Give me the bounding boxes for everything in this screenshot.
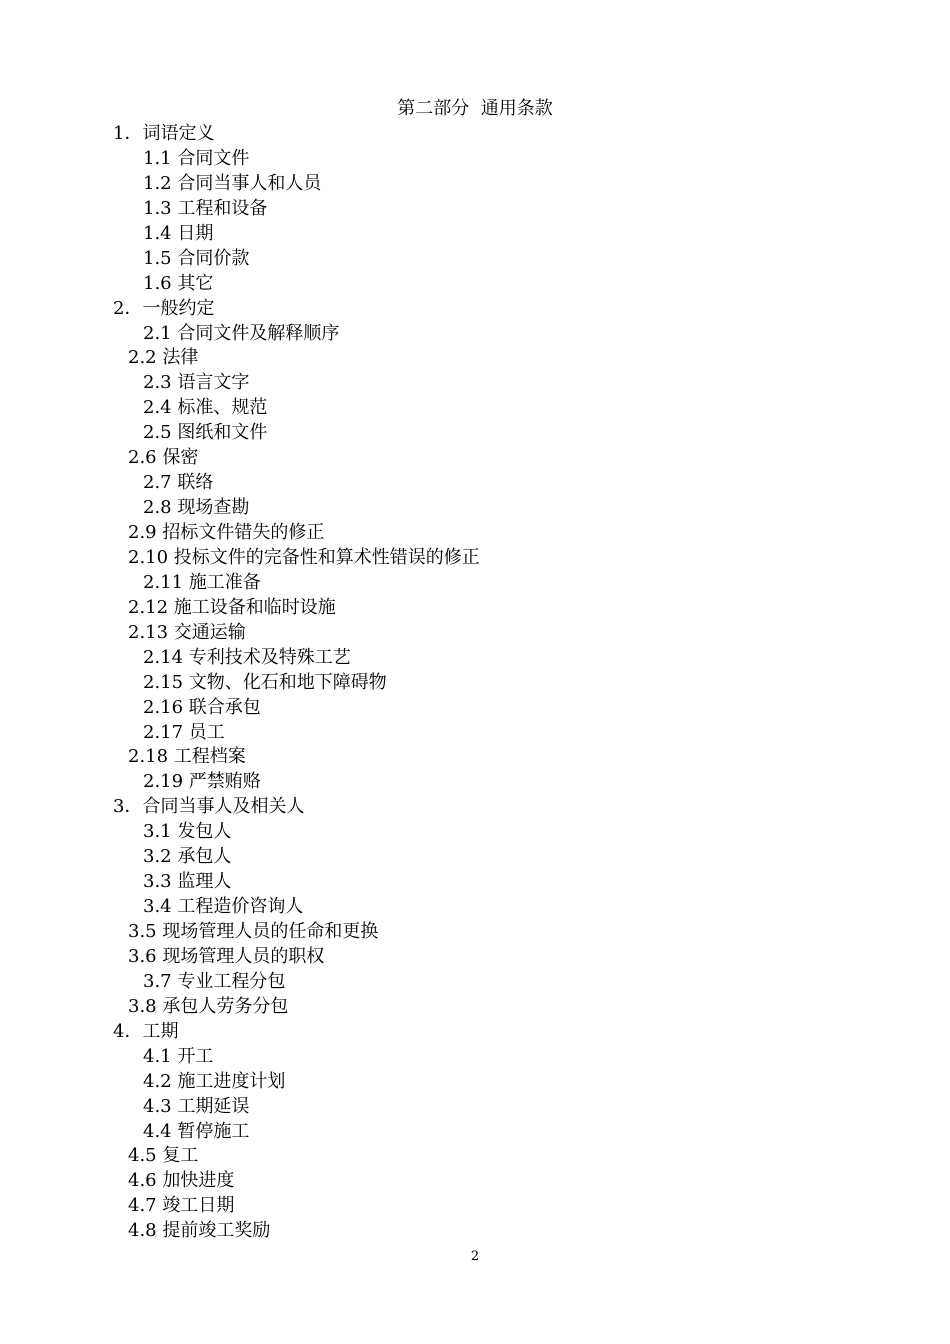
toc-section-heading: 3．合同当事人及相关人 bbox=[113, 796, 305, 818]
toc-subsection-item: 4.7 竣工日期 bbox=[128, 1195, 235, 1217]
toc-subsection-item: 2.6 保密 bbox=[128, 447, 199, 469]
toc-subsection-item: 2.11 施工准备 bbox=[143, 571, 261, 593]
toc-subsection-item: 2.3 语言文字 bbox=[143, 372, 250, 394]
toc-subsection-item: 3.6 现场管理人员的职权 bbox=[128, 945, 325, 967]
toc-subsection-item: 2.10 投标文件的完备性和算术性错误的修正 bbox=[128, 546, 480, 568]
toc-subsection-item: 2.13 交通运输 bbox=[128, 621, 246, 643]
toc-subsection-item: 2.15 文物、化石和地下障碍物 bbox=[143, 671, 387, 693]
toc-subsection-item: 2.18 工程档案 bbox=[128, 746, 246, 768]
toc-subsection-item: 4.8 提前竣工奖励 bbox=[128, 1220, 271, 1242]
toc-subsection-item: 2.7 联络 bbox=[143, 472, 214, 494]
toc-subsection-item: 4.4 暂停施工 bbox=[143, 1120, 250, 1142]
toc-subsection-item: 2.17 员工 bbox=[143, 721, 225, 743]
page-number: 2 bbox=[470, 1249, 480, 1264]
toc-subsection-item: 1.6 其它 bbox=[143, 272, 214, 294]
toc-subsection-item: 3.4 工程造价咨询人 bbox=[143, 896, 304, 918]
toc-subsection-item: 2.8 现场查勘 bbox=[143, 497, 250, 519]
toc-subsection-item: 2.14 专利技术及特殊工艺 bbox=[143, 646, 351, 668]
toc-section-heading: 1．词语定义 bbox=[113, 123, 215, 144]
toc-subsection-item: 4.1 开工 bbox=[143, 1045, 214, 1067]
toc-subsection-item: 3.2 承包人 bbox=[143, 846, 232, 868]
toc-subsection-item: 2.12 施工设备和临时设施 bbox=[128, 596, 336, 618]
toc-subsection-item: 2.4 标准、规范 bbox=[143, 397, 268, 419]
toc-subsection-item: 4.3 工期延误 bbox=[143, 1095, 250, 1117]
toc-subsection-item: 3.5 现场管理人员的任命和更换 bbox=[128, 921, 379, 942]
toc-subsection-item: 2.1 合同文件及解释顺序 bbox=[143, 322, 340, 344]
toc-subsection-item: 1.2 合同当事人和人员 bbox=[143, 172, 322, 194]
toc-subsection-item: 1.1 合同文件 bbox=[143, 147, 250, 169]
toc-section-heading: 2．一般约定 bbox=[113, 297, 215, 319]
toc-subsection-item: 3.8 承包人劳务分包 bbox=[128, 995, 289, 1017]
table-of-contents bbox=[0, 122, 480, 1244]
toc-subsection-item: 2.19 严禁贿赂 bbox=[143, 771, 261, 793]
toc-subsection-item: 2.9 招标文件错失的修正 bbox=[128, 522, 325, 543]
toc-subsection-item: 1.5 合同价款 bbox=[143, 247, 250, 269]
toc-subsection-item: 4.2 施工进度计划 bbox=[143, 1070, 286, 1092]
toc-subsection-item: 3.1 发包人 bbox=[143, 821, 232, 843]
toc-subsection-item: 2.2 法律 bbox=[128, 347, 199, 369]
toc-subsection-item: 4.6 加快进度 bbox=[128, 1170, 235, 1192]
toc-subsection-item: 4.5 复工 bbox=[128, 1145, 199, 1167]
toc-subsection-item: 2.5 图纸和文件 bbox=[143, 422, 268, 444]
toc-section-heading: 4．工期 bbox=[113, 1020, 179, 1042]
toc-subsection-item: 1.4 日期 bbox=[143, 222, 214, 244]
toc-subsection-item: 2.16 联合承包 bbox=[143, 696, 261, 718]
toc-subsection-item: 3.7 专业工程分包 bbox=[143, 970, 286, 992]
toc-subsection-item: 1.3 工程和设备 bbox=[143, 197, 268, 219]
page-title: 第二部分 通用条款 bbox=[397, 98, 553, 119]
toc-subsection-item: 3.3 监理人 bbox=[143, 871, 232, 893]
